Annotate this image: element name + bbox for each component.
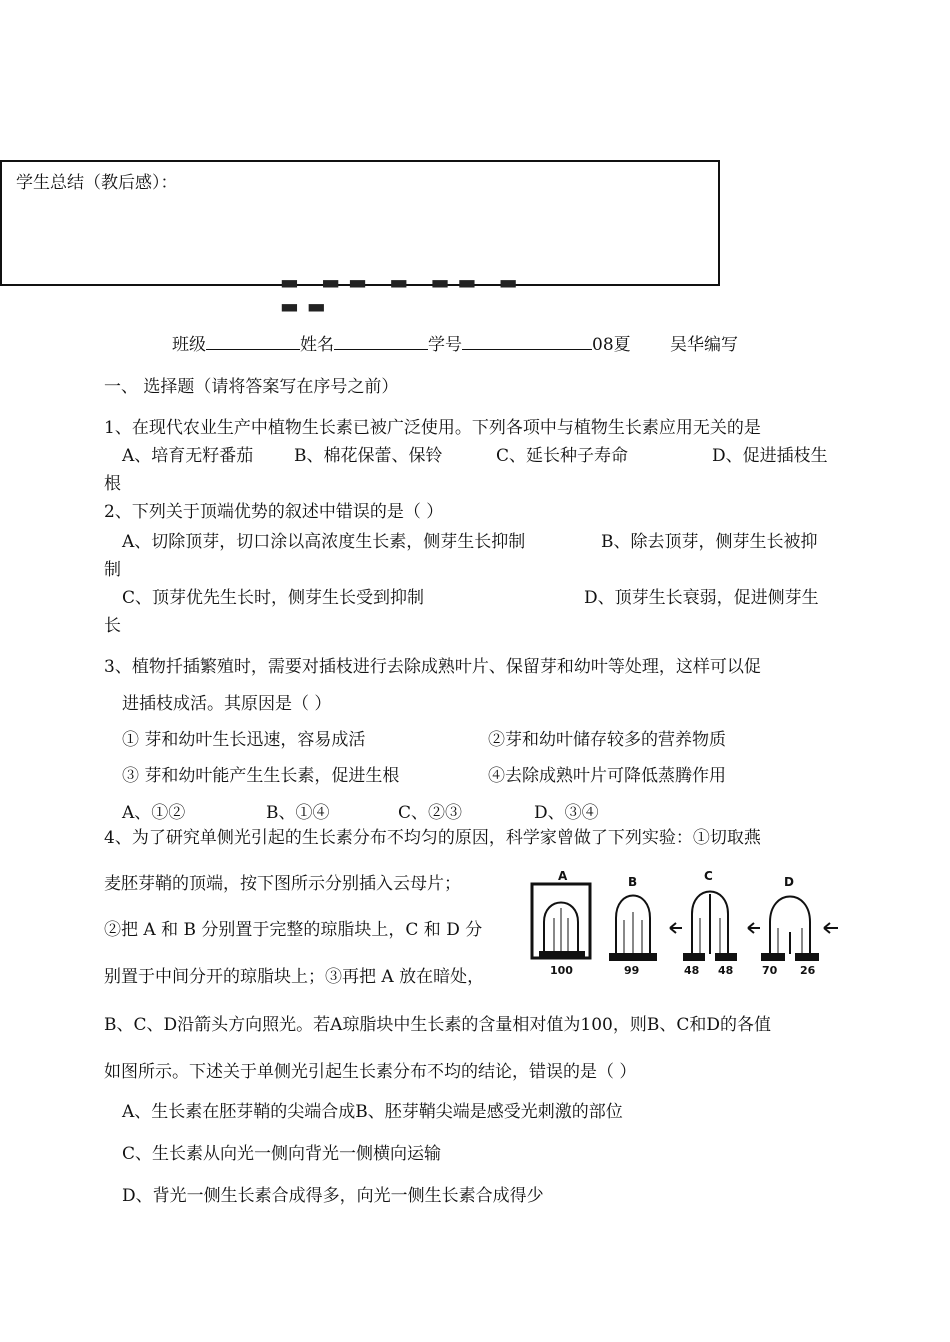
- q2-option-c: C、顶芽优先生长时，侧芽生长受到抑制: [122, 588, 425, 608]
- q1-option-b: B、棉花保蕾、保铃: [294, 446, 443, 466]
- q3-statement-4: ④去除成熟叶片可降低蒸腾作用: [488, 766, 726, 786]
- name-label: 姓名: [300, 335, 334, 355]
- specimen-c: [684, 892, 760, 961]
- q3-statement-3: ③ 芽和幼叶能产生生长素，促进生根: [122, 766, 400, 786]
- section-title: 一、 选择题（请将答案写在序号之前）: [104, 377, 399, 397]
- student-summary-box: [0, 160, 720, 286]
- q3-statement-2: ②芽和幼叶储存较多的营养物质: [488, 730, 726, 750]
- value-c-right: 48: [718, 964, 734, 977]
- q4-line-4: 别置于中间分开的琼脂块上；③再把 A 放在暗处，: [104, 967, 485, 987]
- q4-option-c: C、生长素从向光一侧向背光一侧横向运输: [122, 1144, 442, 1164]
- q3-stem-2: 进插枝成活。其原因是（ ）: [122, 694, 332, 714]
- class-blank[interactable]: [206, 333, 300, 350]
- q4-line-6: 如图所示。下述关于单侧光引起生长素分布不均的结论，错误的是（ ）: [104, 1062, 637, 1082]
- q1-option-c: C、延长种子寿命: [496, 446, 629, 466]
- q1-option-a: A、培育无籽番茄: [122, 446, 254, 466]
- label-c: C: [704, 869, 713, 883]
- q3-option-a: A、①②: [122, 803, 186, 823]
- q3-option-b: B、①④: [266, 803, 330, 823]
- q1-option-d: D、促进插枝生: [712, 446, 828, 466]
- class-label: 班级: [172, 335, 206, 355]
- q4-option-a: A、生长素在胚芽鞘的尖端合成: [122, 1102, 356, 1122]
- q4-line-5: B、C、D沿箭头方向照光。若A琼脂块中生长素的含量相对值为100，则B、C和D的各值: [104, 1015, 771, 1035]
- specimen-b: [610, 896, 682, 961]
- summary-label: 学生总结（教后感）：: [16, 173, 178, 193]
- coleoptile-experiment-figure: [520, 868, 840, 980]
- q4-line-2: 麦胚芽鞘的顶端，按下图所示分别插入云母片；: [104, 874, 461, 894]
- specimen-a: [532, 884, 590, 958]
- q2-stem: 2、下列关于顶端优势的叙述中错误的是（ ）: [104, 502, 444, 522]
- name-blank[interactable]: [334, 333, 428, 350]
- q4-line-1: 4、为了研究单侧光引起的生长素分布不均匀的原因，科学家曾做了下列实验：①切取燕: [104, 828, 761, 848]
- q1-stem: 1、在现代农业生产中植物生长素已被广泛使用。下列各项中与植物生长素应用无关的是: [104, 418, 761, 438]
- q3-option-d: D、③④: [534, 803, 599, 823]
- q4-option-a-b: [122, 1097, 623, 1122]
- q2-option-b-cont: 制: [104, 560, 121, 580]
- hidden-title-fragment: ▬ ▬▬ ▬ ▬▬ ▬ ▬▬: [280, 270, 526, 318]
- q3-stem-1: 3、植物扦插繁殖时，需要对插枝进行去除成熟叶片、保留芽和幼叶等处理，这样可以促: [104, 657, 761, 677]
- q3-statement-1: ① 芽和幼叶生长迅速，容易成活: [122, 730, 366, 750]
- label-d: D: [784, 875, 794, 889]
- q4-line-3: ②把 A 和 B 分别置于完整的琼脂块上，C 和 D 分: [104, 920, 483, 940]
- label-a: A: [558, 869, 568, 883]
- number-label: 学号: [428, 335, 462, 355]
- q2-option-b: B、除去顶芽，侧芽生长被抑: [601, 532, 818, 552]
- specimen-d: [762, 897, 838, 961]
- value-d-left: 70: [762, 964, 778, 977]
- number-blank[interactable]: [462, 333, 592, 350]
- value-a: 100: [550, 964, 573, 977]
- value-b: 99: [624, 964, 640, 977]
- term-label: 08夏: [592, 335, 631, 355]
- q2-option-d-cont: 长: [104, 616, 121, 636]
- label-b: B: [628, 875, 638, 889]
- q3-option-c: C、②③: [398, 803, 463, 823]
- q4-option-b: B、胚芽鞘尖端是感受光刺激的部位: [355, 1102, 623, 1122]
- value-d-right: 26: [800, 964, 816, 977]
- q2-option-d: D、顶芽生长衰弱，促进侧芽生: [584, 588, 819, 608]
- q1-option-d-cont: 根: [104, 474, 121, 494]
- q2-option-a: A、切除顶芽，切口涂以高浓度生长素，侧芽生长抑制: [122, 532, 526, 552]
- student-info-line: [172, 330, 738, 355]
- value-c-left: 48: [684, 964, 700, 977]
- q4-option-d: D、背光一侧生长素合成得多，向光一侧生长素合成得少: [122, 1186, 544, 1206]
- author-label: 吴华编写: [670, 335, 739, 355]
